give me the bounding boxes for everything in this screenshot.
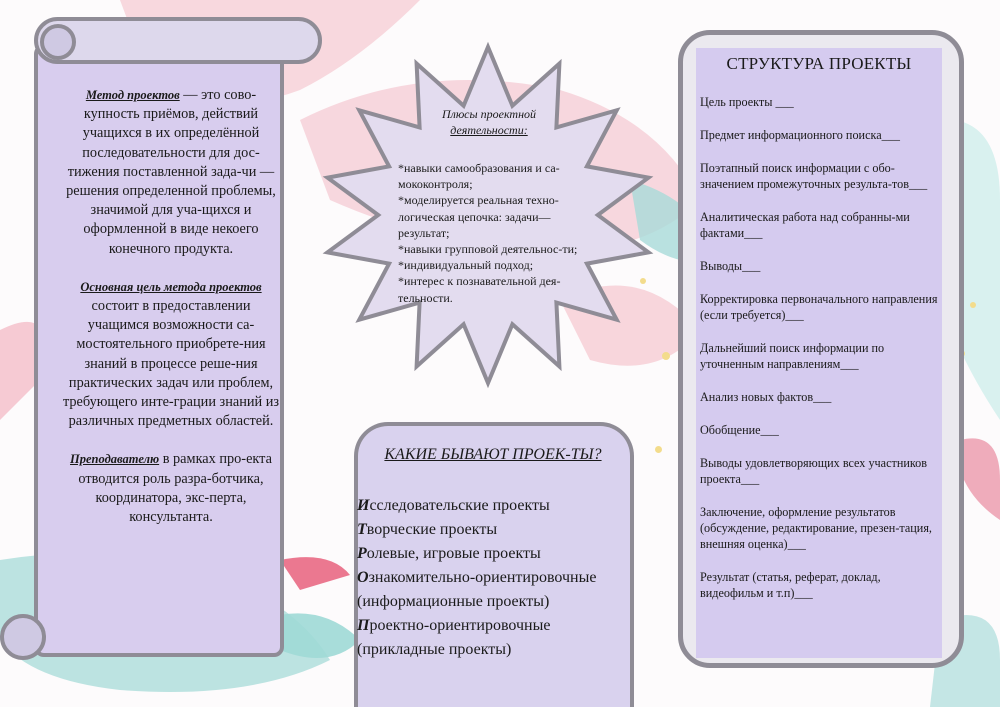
project-types-list — [357, 494, 627, 662]
list-item: Обобщение___ — [700, 423, 779, 437]
list-item: Анализ новых фактов___ — [700, 390, 832, 404]
list-item: *моделируется реальная техно-логическая цепочка: задачи—результат; — [398, 193, 559, 240]
list-item: *индивидуальный подход; — [398, 258, 534, 273]
benefits-list — [398, 160, 596, 306]
list-item: Выводы удовлетворяющих всех участников проекта___ — [700, 456, 928, 486]
scroll-curl-icon — [40, 24, 76, 60]
list-item: *интерес к познавательной дея-тельности. — [398, 274, 561, 305]
list-item: Поэтапный поиск информации с обо-значением промежуточных результа-тов___ — [700, 161, 928, 191]
list-item: Выводы___ — [700, 259, 761, 273]
project-types-title: КАКИЕ БЫВАЮТ ПРОЕК-ТЫ? — [384, 446, 602, 463]
scroll-top-roll — [34, 17, 322, 64]
decor-dot — [970, 302, 976, 308]
structure-title: СТРУКТУРА ПРОЕКТЫ — [726, 54, 912, 73]
list-item: Ролевые, игровые проекты — [357, 545, 541, 562]
list-item: Результат (статья, реферат, доклад, видеофильм и т.п)___ — [700, 570, 881, 600]
method-text — [60, 86, 282, 546]
method-goal: Основная цель метода проектов состоит в предоставлении учащимся возможности са-мостоятельного приобрете-ния знаний в процессе реше-ния практических задач или проблем, требующего инте-грации знаний из различных предметных областей. — [62, 279, 280, 430]
method-definition: Метод проектов — это сово-купность приёмов, действий учащихся в их определённой последовательности для дос-тижения поставленной зада-чи — решения определенной проблемы, значимой для уча-щихся и оформленной в виде некоего конечного продукта. — [66, 87, 276, 257]
list-item: Заключение, оформление результатов (обсуждение, редактирование, презен-тация, внешняя оценка)___ — [700, 505, 932, 551]
decor-dot — [662, 352, 670, 360]
decor-dot — [655, 446, 662, 453]
list-item: Предмет информационного поиска___ — [700, 128, 900, 142]
scroll-bottom-curl-icon — [0, 614, 46, 660]
list-item: Цель проекты ___ — [700, 95, 794, 109]
teacher-role: Преподавателю в рамках про-екта отводится роль разра-ботчика, координатора, экс-перта, консультанта. — [70, 451, 272, 526]
list-item: Исследовательские проекты — [357, 497, 550, 514]
list-item: Ознакомительно-ориентировочные (информационные проекты) — [357, 569, 597, 610]
structure-list — [700, 94, 938, 618]
list-item: *навыки самообразования и са-мококонтроля; — [398, 161, 560, 192]
list-item: Творческие проекты — [357, 521, 498, 538]
list-item: Корректировка первоначального направления (если требуется)___ — [700, 292, 938, 322]
list-item: Аналитическая работа над собранны-ми фактами___ — [700, 210, 910, 240]
list-item: *навыки групповой деятельнос-ти; — [398, 242, 578, 257]
list-item: Проектно-ориентировочные (прикладные проекты) — [357, 617, 551, 658]
list-item: Дальнейший поиск информации по уточненным направлениям___ — [700, 341, 885, 371]
benefits-title: Плюсы проектной деятельности: — [441, 107, 537, 137]
